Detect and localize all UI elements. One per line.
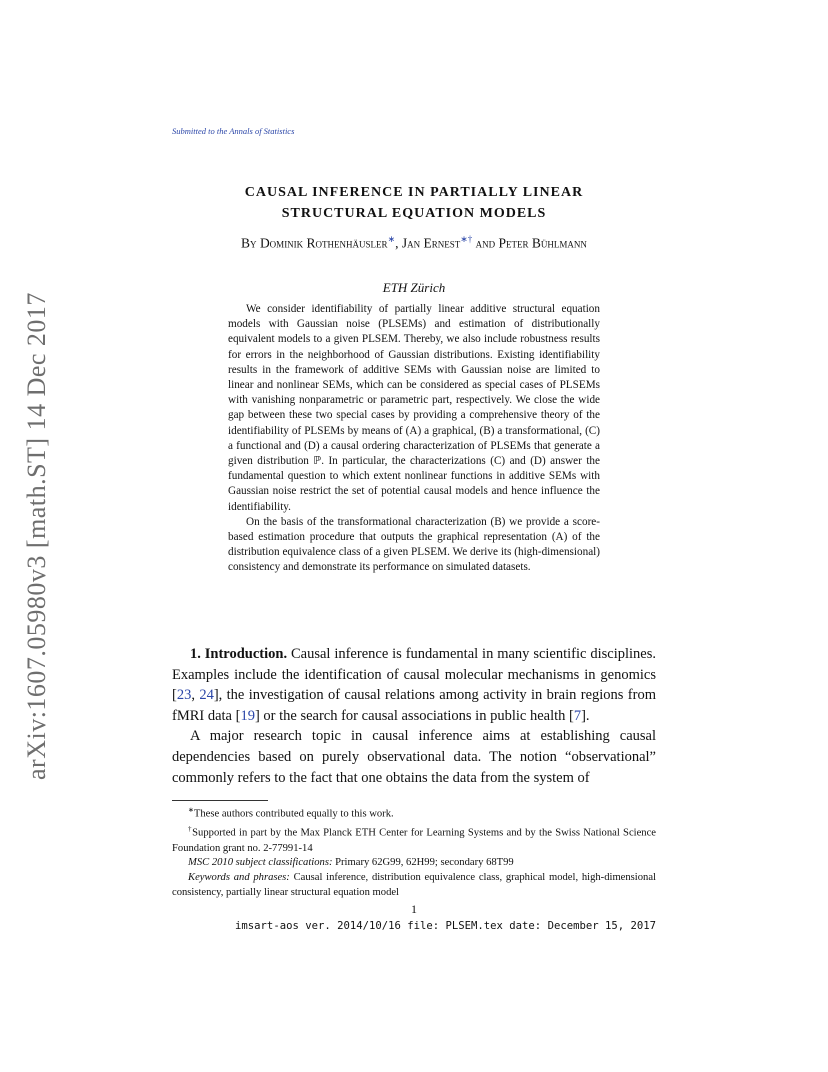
- intro-paragraph-2: A major research topic in causal inference aims at establishing causal dependencies based on purely observational data. The notion “observational” commonly refers to the fact that one obtains the data from the system of: [172, 728, 656, 786]
- paper-title: [172, 182, 656, 224]
- intro-paragraph-1: [172, 644, 656, 726]
- title-line-2: STRUCTURAL EQUATION MODELS: [281, 206, 547, 221]
- citation-19[interactable]: 19: [240, 707, 255, 724]
- footnote-mark-star: ∗: [188, 806, 194, 814]
- citation-7[interactable]: 7: [573, 707, 582, 724]
- affiliation: ETH Zürich: [382, 280, 446, 295]
- abstract-paragraph-1: We consider identifiability of partially linear additive structural equation models with Gaussian noise (PLSEMs) and estimation of distributionally equivalent models to a given PLSEM. Thereby, we also include robustness results for errors in the neighborhood of Gaussian distributions. Existing identifiability results in the framework of additive SEMs with Gaussian noise are limited to linear and nonlinear SEMs, which can be considered as special cases of PLSEMs with vanishing nonparametric or parametric part, respectively. We close the wide gap between these two special cases by providing a comprehensive theory of the identifiability of PLSEMs by means of (A) a graphical, (B) a transformational, (C) a functional and (D) a causal ordering characterization of PLSEMs that generate a given distribution ℙ. In particular, the characterizations (C) and (D) answer the fundamental question to which extent nonlinear functions in additive SEMs with Gaussian noise restrict the set of potential causal models and hence influence the identifiability.: [228, 303, 600, 513]
- imsart-version-line: imsart-aos ver. 2014/10/16 file: PLSEM.tex date: December 15, 2017: [235, 920, 656, 932]
- footnote-text: Supported in part by the Max Planck ETH Center for Learning Systems and by the Swiss National Science Foundation grant no. 2-77991-14: [172, 827, 656, 854]
- journal-header[interactable]: Submitted to the Annals of Statistics: [172, 126, 295, 136]
- title-line-1: CAUSAL INFERENCE IN PARTIALLY LINEAR: [244, 185, 584, 200]
- author1-footnote-mark[interactable]: ∗: [387, 234, 396, 244]
- author-ernest: Jan Ernest: [401, 235, 461, 251]
- intro-text: ].: [581, 707, 590, 724]
- citation-23[interactable]: 23: [176, 687, 192, 704]
- author-separator-and: and: [472, 235, 499, 251]
- abstract: [228, 302, 600, 576]
- author-list: [172, 234, 656, 252]
- citation-24[interactable]: 24: [199, 687, 214, 704]
- by-label: By: [241, 235, 260, 251]
- author-buhlmann: Peter Bühlmann: [498, 235, 587, 251]
- keywords: [172, 871, 656, 901]
- page-number: 1: [411, 902, 417, 916]
- intro-text: ,: [191, 687, 200, 704]
- abstract-paragraph-2: On the basis of the transformational characterization (B) we provide a score-based estimation procedure that outputs the graphical representation (A) of the distribution equivalence class of a given PLSEM. We derive its (high-dimensional) consistency and demonstrate its performance on simulated datasets.: [228, 515, 600, 574]
- footnote-funding: [172, 822, 656, 856]
- footnotes: [172, 803, 656, 901]
- author2-footnote-mark[interactable]: ∗†: [460, 234, 473, 244]
- author-separator: ,: [395, 235, 402, 251]
- msc-label: MSC 2010 subject classifications:: [188, 857, 333, 869]
- intro-text: ], the investigation of causal relations among activity in brain regions from fMRI data [: [172, 687, 656, 724]
- msc-text: Primary 62G99, 62H99; secondary 68T99: [332, 857, 514, 869]
- intro-text: Causal inference is fundamental in many scientific disciplines. Examples include the identification of causal molecular mechanisms in genomics [: [172, 646, 656, 704]
- footnote-mark-dagger: †: [188, 825, 193, 834]
- intro-text: ] or the search for causal associations in public health [: [254, 707, 574, 724]
- arxiv-identifier-stamp: arXiv:1607.05980v3 [math.ST] 14 Dec 2017: [22, 292, 51, 780]
- footnote-text: These authors contributed equally to this work.: [193, 808, 394, 820]
- footnote-equal-contribution: [172, 803, 656, 822]
- section-heading-introduction: 1. Introduction.: [190, 646, 288, 662]
- keywords-text: Causal inference, distribution equivalence class, graphical model, high-dimensional consistency, partially linear structural equation model: [172, 872, 656, 899]
- author-rothenhausler: Dominik Rothenhäusler: [259, 235, 388, 251]
- introduction-section: [172, 644, 656, 788]
- keywords-label: Keywords and phrases:: [188, 872, 290, 884]
- footnote-divider: [172, 800, 268, 801]
- msc-classification: [172, 856, 656, 871]
